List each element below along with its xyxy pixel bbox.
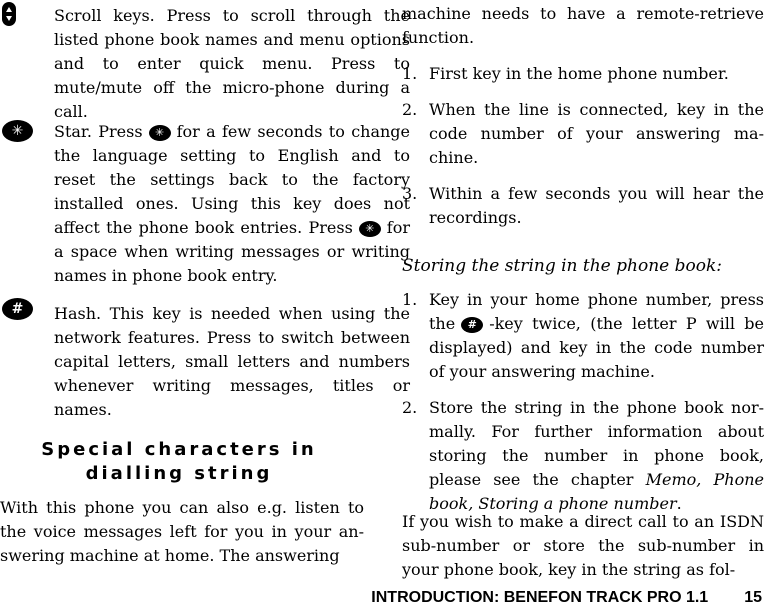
star-text-before: Star. Press	[54, 122, 143, 141]
step-text: When the line is connected, key in the code number of your answering ma-chine.	[429, 100, 764, 167]
left-bottom-paragraph-wrap	[0, 496, 364, 568]
step-text-before: Store the string in the phone book nor-mally. For further information about storing the number in phone book, please see the chapter	[429, 398, 764, 489]
steps-list-1	[402, 62, 764, 230]
step-text-after: .	[676, 494, 682, 513]
hash-inline-icon: #	[461, 317, 483, 333]
scroll-arrows-icon	[5, 6, 13, 22]
step-text-before: Key in your home phone number, press the	[429, 290, 764, 333]
star-inline-icon: ✳	[149, 125, 171, 141]
list-item	[402, 98, 764, 170]
star-text-after: for a few seconds to change the language setting to English and to reset the settings back to the factory installed ones. Using this key does not affect the phone book entries. Press	[54, 122, 411, 237]
star-inline-icon-2: ✳	[359, 221, 381, 237]
intro-paragraph: With this phone you can also e.g. listen to the voice messages left for you in your an-swering machine at home. The answering	[0, 498, 364, 565]
list-item	[402, 62, 764, 86]
step-number: 3.	[402, 184, 418, 203]
steps-list-2	[402, 288, 764, 516]
scroll-key-description	[0, 4, 410, 124]
list-item	[402, 288, 764, 384]
hash-key-icon: #	[2, 298, 33, 320]
step-text: Within a few seconds you will hear the recordings.	[429, 184, 764, 227]
step-text: First key in the home phone number.	[429, 64, 729, 83]
step-number: 2.	[402, 398, 418, 417]
star-text-end: for a space when writing messages or writing names in phone book entry.	[54, 218, 410, 285]
page-footer	[362, 585, 762, 611]
hash-key-text: Hash. This key is needed when using the network features. Press to switch between capital letters, small letters and numbers whenever writing messages, titles or names.	[54, 304, 410, 419]
list-item	[402, 396, 764, 516]
step-number: 1.	[402, 64, 418, 83]
list-item	[402, 182, 764, 230]
section-heading: Special characters in dialling string	[41, 439, 317, 484]
footer-title: INTRODUCTION: BENEFON TRACK PRO 1.1	[371, 589, 709, 606]
right-intro-text: machine needs to have a remote-retrieve function.	[402, 4, 764, 47]
star-key-icon: ✳	[2, 120, 33, 142]
star-key-description	[0, 120, 410, 288]
chapter-reference: Memo, Phone book, Storing a phone number	[429, 470, 764, 513]
step-number: 1.	[402, 290, 418, 309]
closing-paragraph: If you wish to make a direct call to an ISDN sub-number or store the sub-number in your phone book, key in the string as fol-	[402, 512, 764, 579]
scroll-key-text: Scroll keys. Press to scroll through the listed phone book names and menu options and to enter quick menu. Press to mute/mute off the micro-phone during a call.	[54, 6, 410, 121]
star-key-text	[54, 120, 410, 288]
scroll-key-icon	[2, 2, 16, 26]
storing-subheading: Storing the string in the phone book:	[402, 256, 723, 276]
page-number: 15	[744, 589, 762, 606]
closing-wrap	[402, 510, 764, 582]
hash-key-description	[0, 302, 410, 422]
right-intro-wrap	[402, 2, 764, 50]
step-number: 2.	[402, 100, 418, 119]
step-text-after: -key twice, (the letter P will be displayed) and key in the code number of your answering machine.	[429, 314, 764, 381]
